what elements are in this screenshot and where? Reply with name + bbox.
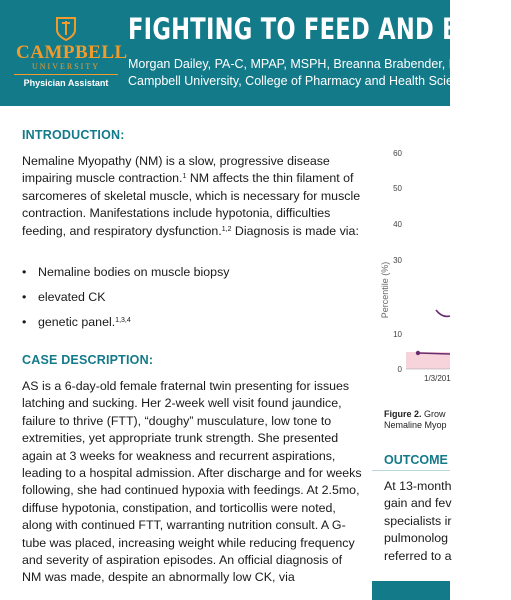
- outcome-line: pulmonolog: [384, 531, 449, 546]
- outcome-line: At 13-month: [384, 479, 452, 493]
- y-tick-label: 40: [393, 220, 402, 229]
- case-paragraph: AS is a 6-day-old female fraternal twin presenting for issues latching and sucking. Her 2-week well visit found jaundice, failure to thrive (FTT), “doughy” musculature, low tone to extremities, yet appropriate trunk strength. She presented again at 3 weeks for weakness and recurrent aspirations, leading to a hospital admission. After discharge and for weeks following, she had continued hypoxia with feedings. At 2.5mo, diffuse hypotonia, constipation, and torticollis were noted, along with continued FTT, warranting nutrition consult. A G-tube was placed, increasing weight while reducing frequency and severity of aspiration episodes. An official diagnosis of NM was made, despite an abnormally low CK, via: [22, 379, 362, 585]
- y-axis-label: Percentile (%): [380, 261, 390, 319]
- logo-subtitle: UNIVERSITY: [32, 62, 100, 71]
- outcome-line: specialists ir: [384, 513, 452, 528]
- y-tick-label: 50: [393, 184, 402, 193]
- intro-text-1: Nemaline Myopathy (NM) is a slow, progressive disease impairing muscle contraction.: [22, 154, 330, 186]
- outcome-divider: [372, 470, 450, 471]
- caption-line-2: Nemaline Myop: [384, 420, 447, 430]
- author-list: Morgan Dailey, PA-C, MPAP, MSPH, Breanna Brabender, P: [128, 57, 458, 71]
- figure-caption: [384, 409, 450, 431]
- list-item: [22, 289, 342, 314]
- poster-title: FIGHTING TO FEED AND BREA: [128, 12, 511, 46]
- series-line: [436, 310, 450, 316]
- intro-text-3: Diagnosis is made via:: [231, 223, 359, 238]
- x-tick-label: 1/3/201: [424, 374, 451, 383]
- logo-program: Physician Assistant: [23, 78, 109, 88]
- section-header-bar: [372, 581, 450, 600]
- y-tick-label: 30: [393, 256, 402, 265]
- y-axis: [380, 149, 403, 374]
- intro-citation-2: 1,2: [221, 225, 232, 233]
- outcome-line: gain and fev: [384, 496, 452, 511]
- list-item: [22, 264, 342, 289]
- list-item-text: genetic panel.: [38, 315, 116, 329]
- logo-wordmark: CAMPBELL: [16, 42, 128, 63]
- introduction-heading: INTRODUCTION:: [22, 128, 125, 142]
- intro-citation-1: 1: [182, 173, 187, 181]
- figure-label: Figure 2.: [384, 409, 422, 419]
- case-heading: CASE DESCRIPTION:: [22, 353, 154, 367]
- caption-line-1: [384, 409, 450, 420]
- list-item: [22, 314, 342, 339]
- y-tick-label: 10: [393, 330, 402, 339]
- crest-icon: [55, 16, 77, 42]
- campbell-logo: [0, 0, 128, 106]
- introduction-paragraph: [22, 153, 362, 240]
- reference-band: [406, 352, 450, 369]
- affiliation: Campbell University, College of Pharmacy and Health Scie: [128, 74, 453, 88]
- outcome-heading: OUTCOME: [384, 453, 448, 467]
- series-segment: [418, 353, 450, 354]
- caption-text-1: Grow: [421, 409, 446, 419]
- intro-text-2: NM affects the thin filament of sarcomeres of skeletal muscle, which is necessary for muscle contraction. Manifestations include hypotonia, difficulties feeding, and respiratory dysfunction.: [22, 171, 361, 238]
- diagnosis-list: [22, 264, 342, 339]
- outcome-line: referred to a: [384, 548, 452, 563]
- header-banner: [0, 0, 511, 106]
- logo-divider: [14, 74, 118, 75]
- outcome-paragraph: [384, 478, 450, 565]
- growth-chart: [372, 140, 450, 390]
- y-tick-label: 60: [393, 149, 402, 158]
- y-tick-label: 0: [397, 365, 402, 374]
- list-item-text: elevated CK: [38, 290, 106, 304]
- list-item-text: Nemaline bodies on muscle biopsy: [38, 265, 230, 279]
- list-citation: 1,3,4: [115, 317, 131, 324]
